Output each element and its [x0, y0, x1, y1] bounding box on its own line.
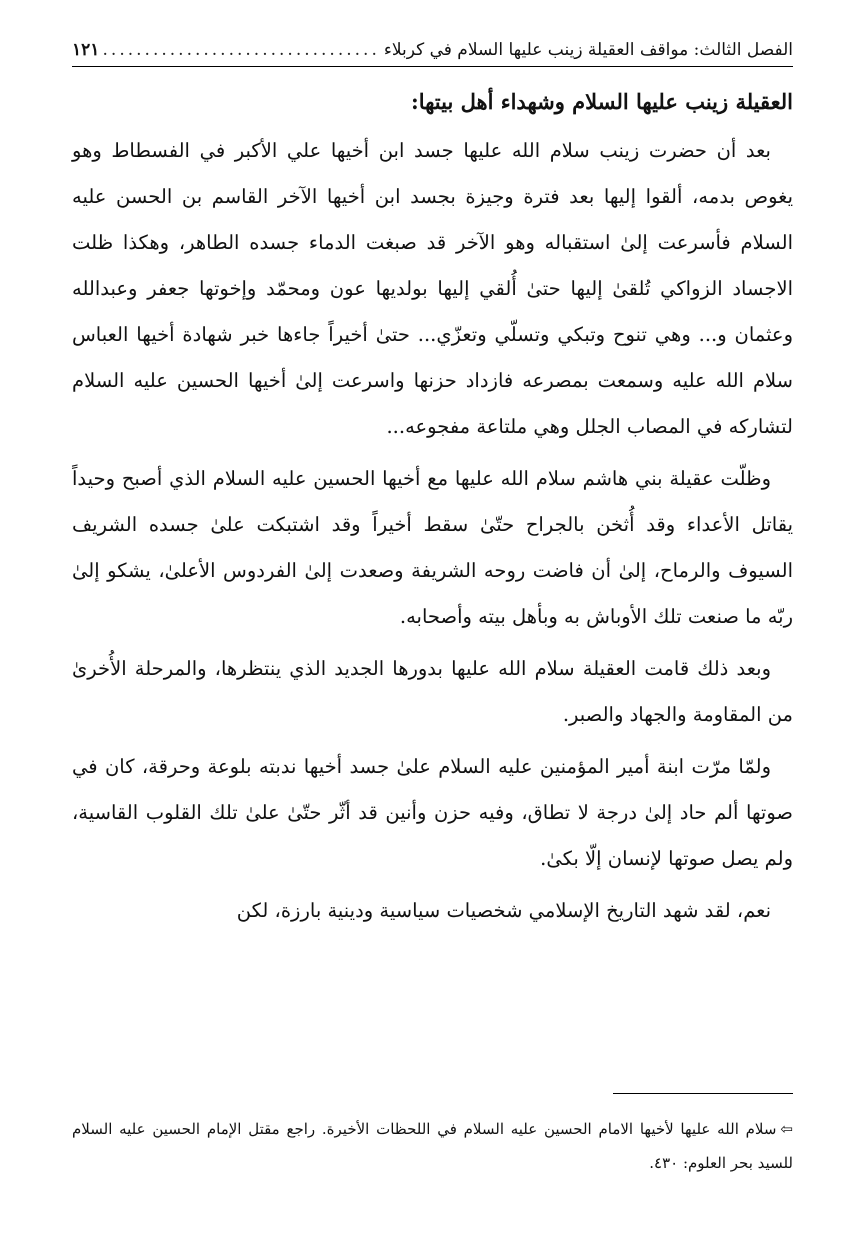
continuation-arrow-icon: ⇦	[780, 1120, 793, 1138]
body-text	[72, 84, 793, 940]
footnote	[72, 1112, 793, 1180]
footnote-text: سلام الله عليها لأخيها الامام الحسين عليه السلام في اللحظات الأخيرة. راجع مقتل الإمام الحسين عليه السلام للسيد بحر العلوم: ٤٣٠.	[72, 1120, 793, 1172]
paragraph-5: نعم، لقد شهد التاريخ الإسلامي شخصيات سياسية ودينية بارزة، لكن	[236, 899, 771, 922]
paragraph-2: وظلّت عقيلة بني هاشم سلام الله عليها مع أخيها الحسين عليه السلام الذي أصبح وحيداً يقاتل الأعداء وقد أُثخن بالجراح حتّىٰ سقط أخيراً وقد اشتبكت علىٰ جسده الشريف السيوف والرماح، إلىٰ أن فاضت روحه الشريفة وصعدت إلىٰ الفردوس الأعلىٰ، يشكو إلىٰ ربّه ما صنعت تلك الأوباش به وبأهل بيته وأصحابه.	[72, 467, 793, 628]
paragraph-4: ولمّا مرّت ابنة أمير المؤمنين عليه السلام علىٰ جسد أخيها ندبته بلوعة وحرقة، كان في صوتها ألم حاد إلىٰ درجة لا تطاق، وفيه حزن وأنين قد أثّر حتّىٰ علىٰ تلك القلوب القاسية، ولم يصل صوتها لإنسان إلّا بكىٰ.	[72, 755, 793, 870]
paragraph-1: بعد أن حضرت زينب سلام الله عليها جسد ابن أخيها علي الأكبر في الفسطاط وهو يغوص بدمه، ألقوا إليها بعد فترة وجيزة بجسد ابن أخيها الآخر القاسم بن الحسن عليه السلام فأسرعت إلىٰ استقباله وهو الآخر قد صبغت الدماء جسده الطاهر، وهكذا ظلت الاجساد الزواكي تُلقىٰ إليها حتىٰ أُلقي إليها بولديها عون ومحمّد وإخوتها جعفر وعبدالله وعثمان و... وهي تنوح وتبكي وتسلّي وتعزّي... حتىٰ أخيراً جاءها خبر شهادة أخيها العباس سلام الله عليه وسمعت بمصرعه فازداد حزنها واسرعت إلىٰ أخيها الحسين عليه السلام لتشاركه في المصاب الجلل وهي ملتاعة مفجوعه...	[72, 139, 793, 438]
running-header	[72, 34, 793, 67]
page-number: ١٢١	[72, 40, 100, 60]
footnote-divider	[613, 1093, 793, 1094]
chapter-title: الفصل الثالث: مواقف العقيلة زينب عليها السلام في كربلاء	[383, 40, 793, 60]
section-heading: العقيلة زينب عليها السلام وشهداء أهل بيتها:	[410, 89, 793, 114]
dot-leader	[103, 40, 379, 60]
paragraph-3: وبعد ذلك قامت العقيلة سلام الله عليها بدورها الجديد الذي ينتظرها، والمرحلة الأُخرىٰ من المقاومة والجهاد والصبر.	[72, 657, 793, 726]
